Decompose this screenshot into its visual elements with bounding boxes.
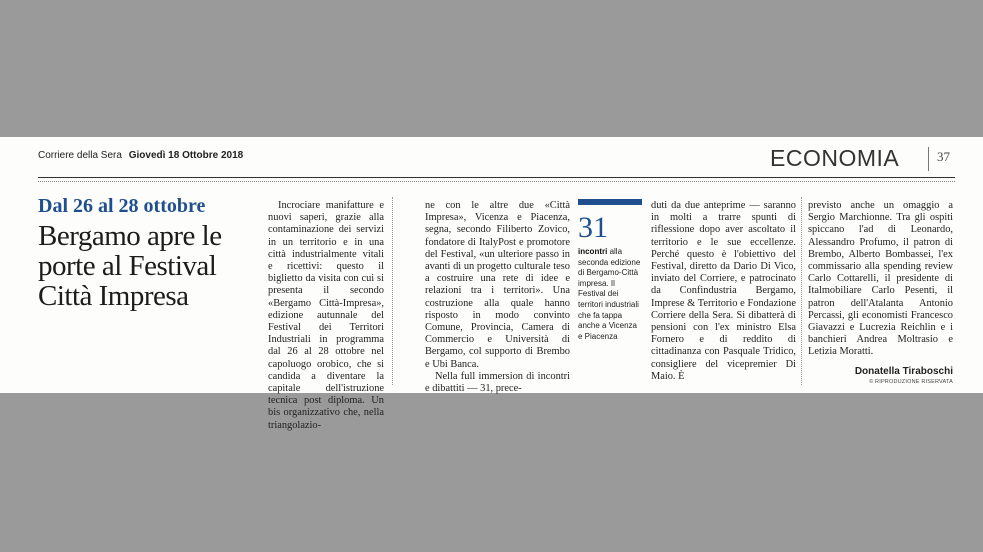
sidebar-number: 31 [578, 211, 608, 244]
article-column-3 [651, 200, 796, 383]
sidebar-box [578, 199, 642, 342]
newspaper-name: Corriere della Sera [38, 150, 122, 161]
article-headline: Bergamo apre le porte al Festival Città Impresa [38, 220, 222, 312]
paragraph: ne con le altre due «Città Impresa», Vicenza e Piacenza, segna, secondo Filiberto Zovico, fondatore di ItalyPost e promotore del Festival, «un ulteriore passo in avanti di un progetto culturale teso a costruire una rete di idee e relazioni tra i territori». Una costruzione alla quale hanno risposto in modo convinto Comune, Provincia, Camera di Commercio e Università di Bergamo, col supporto di Brembo e Ubi Banca. [425, 200, 570, 370]
sidebar-body: alla seconda edizione di Bergamo-Città impresa. Il Festival dei territori industriali che fa tappa anche a Vicenza e Piacenza [578, 247, 641, 341]
page-number: 37 [937, 149, 950, 164]
article-column-4 [808, 200, 953, 359]
paragraph: Incrociare manifatture e nuovi saperi, grazie alla contaminazione dei servizi in un territorio e in una città industrialmente vitali e ricettivi: questo il biglietto da visita con cui si presenta il secondo «Bergamo Città-Impresa», edizione autunnale del Festival dei Territori Industriali in programma dal 26 al 28 ottobre nel capoluogo orobico, che si candida a diventare la capitale dell'istruzione tecnica post diploma. Un bis organizzativo che, nella triangolazio- [268, 200, 384, 431]
section-divider [928, 147, 929, 171]
masthead [38, 150, 243, 161]
author-signature: Donatella Tiraboschi [854, 366, 953, 377]
article-column-1 [268, 200, 384, 432]
header-rule [38, 177, 955, 178]
paragraph: previsto anche un omaggio a Sergio Marchionne. Tra gli ospiti spiccano l'ad di Leonardo, Alessandro Profumo, il patron di Brembo, Alberto Bombassei, l'ex commissario alla spending review Carlo Cottarelli, il presidente di Italmobiliare Carlo Pesenti, il patron dell'Atalanta Antonio Percassi, gli economisti Francesco Giavazzi e Lucrezia Reichlin e i banchieri Andrea Moltrasio e Letizia Moratti. [808, 200, 953, 358]
article-kicker: Dal 26 al 28 ottobre [38, 195, 206, 217]
sidebar-text [578, 247, 642, 342]
header-dotted-rule [38, 181, 955, 182]
sidebar-accent-bar [578, 199, 642, 205]
sidebar-lead: incontri [578, 247, 608, 256]
column-divider [392, 197, 393, 385]
section-title: ECONOMIA [770, 145, 900, 171]
paragraph: duti da due anteprime — saranno in molti a trarre spunti di riflessione dopo aver ascoltato il territorio e le sue eccellenze. Perché questo è l'obiettivo del Festival, diretto da Dario Di Vico, inviato del Corriere, e patrocinato da Confindustria Bergamo, Imprese & Territorio e Fondazione Corriere della Sera. Si dibatterà di pensioni con l'ex ministro Elsa Fornero e di reddito di cittadinanza con Pasquale Tridico, consigliere del vicepremier Di Maio. È [651, 200, 796, 382]
paragraph: Nella full immersion di incontri e dibattiti — 31, prece- [425, 370, 570, 395]
newspaper-clipping [0, 137, 983, 431]
issue-date: Giovedì 18 Ottobre 2018 [128, 150, 244, 161]
article-column-2 [425, 200, 570, 395]
column-divider [801, 197, 802, 385]
copyright-note: © RIPRODUZIONE RISERVATA [869, 379, 953, 385]
